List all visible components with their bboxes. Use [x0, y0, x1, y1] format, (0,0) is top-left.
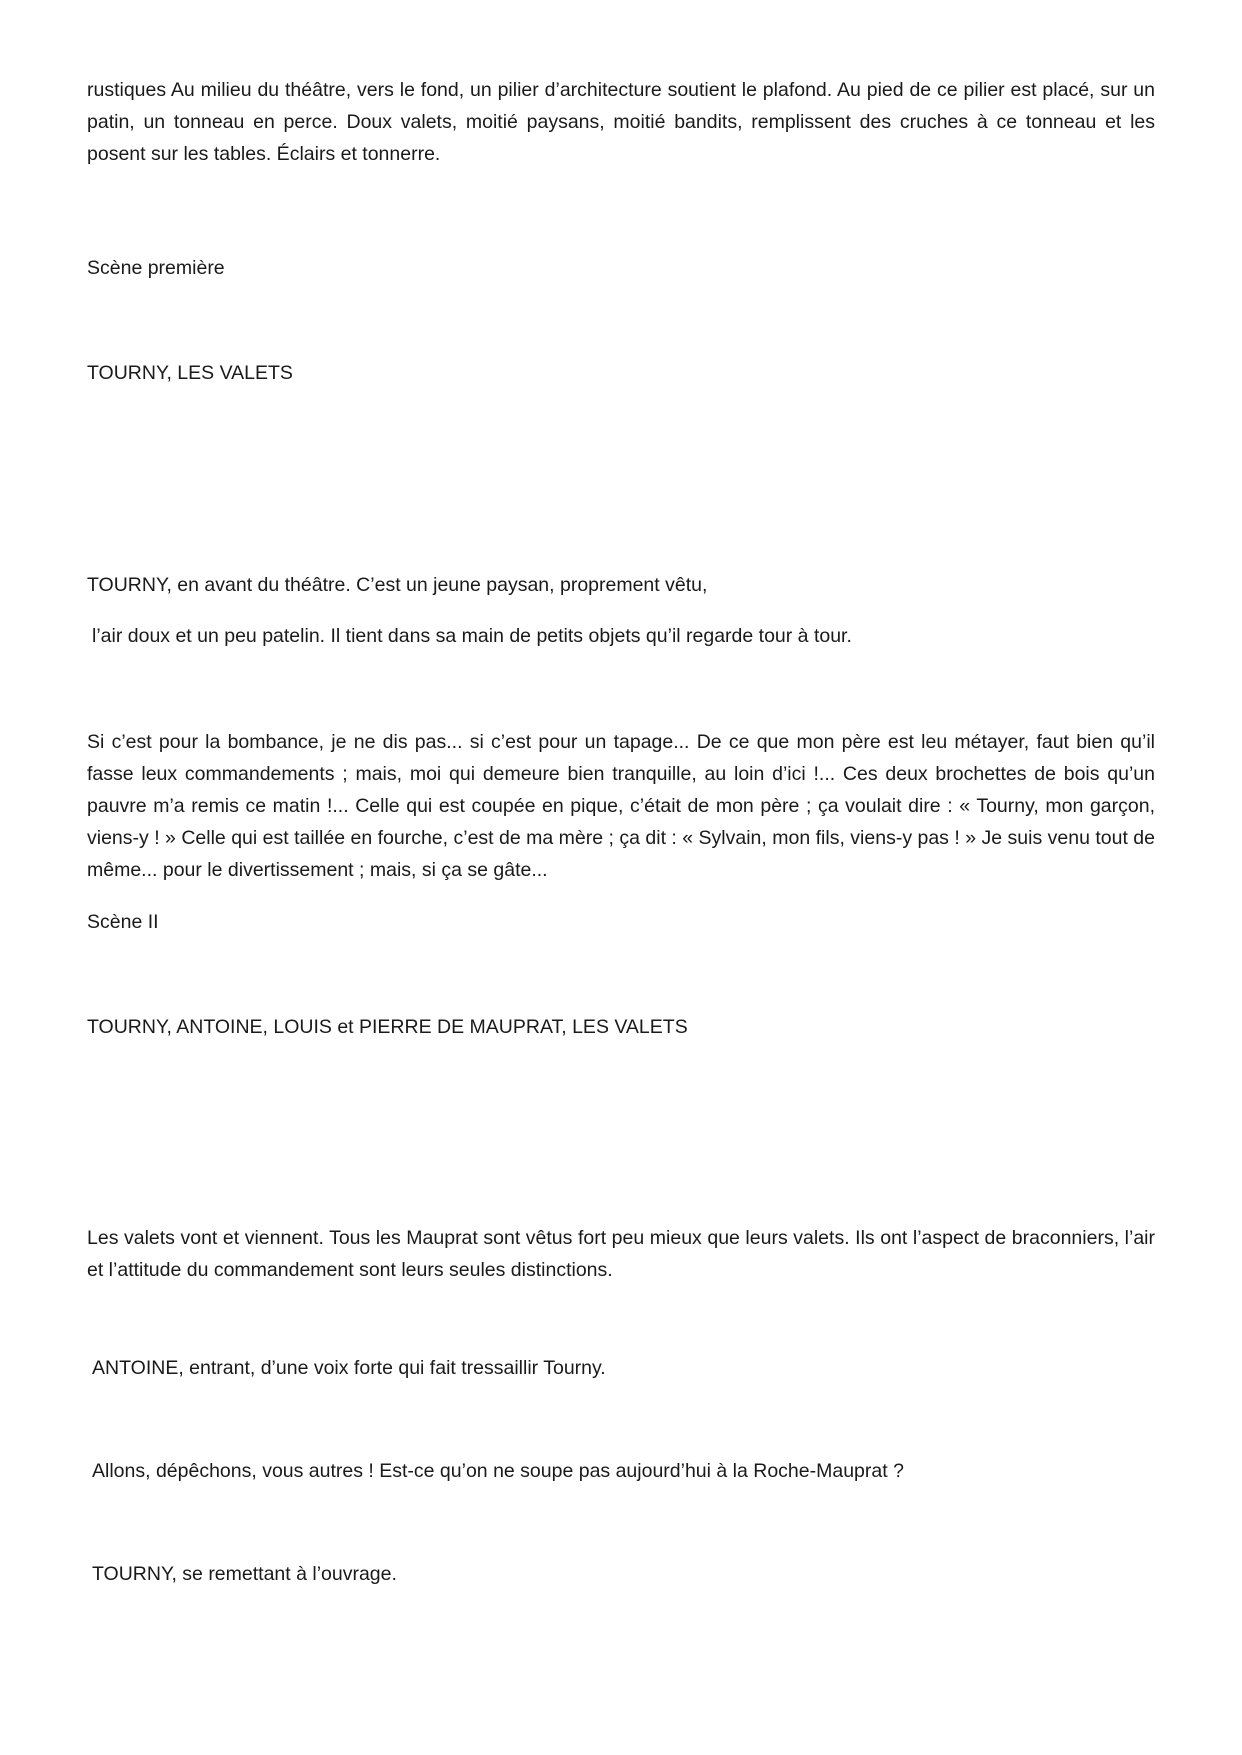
scene-one-characters: TOURNY, LES VALETS	[87, 362, 293, 384]
tourny-stage-direction-line-2: l’air doux et un peu patelin. Il tient dans sa main de petits objets qu’il regarde tour à tour.	[92, 625, 852, 647]
antoine-speech: Allons, dépêchons, vous autres ! Est-ce qu’on ne soupe pas aujourd’hui à la Roche-Mauprat ?	[92, 1460, 904, 1482]
antoine-stage-direction: ANTOINE, entrant, d’une voix forte qui fait tressaillir Tourny.	[92, 1357, 606, 1379]
tourny-stage-direction-2: TOURNY, se remettant à l’ouvrage.	[92, 1563, 397, 1585]
tourny-stage-direction-line-1: TOURNY, en avant du théâtre. C’est un jeune paysan, proprement vêtu,	[87, 574, 708, 596]
tourny-speech: Si c’est pour la bombance, je ne dis pas... si c’est pour un tapage... De ce que mon père est leu métayer, faut bien qu’il fasse leux commandements ; mais, moi qui demeure bien tranquille, au loin d’ici !... Ces deux brochettes de bois qu’un pauvre m’a remis ce matin !... Celle qui est coupée en pique, c’était de mon père ; ça voulait dire : « Tourny, mon garçon, viens-y ! » Celle qui est taillée en fourche, c’est de ma mère ; ça dit : « Sylvain, mon fils, viens-y pas ! » Je suis venu tout de même... pour le divertissement ; mais, si ça se gâte...	[87, 731, 1155, 881]
scene-two-characters: TOURNY, ANTOINE, LOUIS et PIERRE DE MAUPRAT, LES VALETS	[87, 1016, 688, 1038]
stage-direction-paragraph: rustiques Au milieu du théâtre, vers le fond, un pilier d’architecture soutient le plafond. Au pied de ce pilier est placé, sur un patin, un tonneau en perce. Doux valets, moitié paysans, moitié bandits, remplissent des cruches à ce tonneau et les posent sur les tables. Éclairs et tonnerre.	[87, 79, 1155, 165]
valets-stage-direction: Les valets vont et viennent. Tous les Mauprat sont vêtus fort peu mieux que leurs valets. Ils ont l’aspect de braconniers, l’air et l’attitude du commandement sont leurs seules distinctions.	[87, 1227, 1155, 1281]
scene-two-title: Scène II	[87, 911, 159, 933]
scene-one-title: Scène première	[87, 257, 225, 279]
